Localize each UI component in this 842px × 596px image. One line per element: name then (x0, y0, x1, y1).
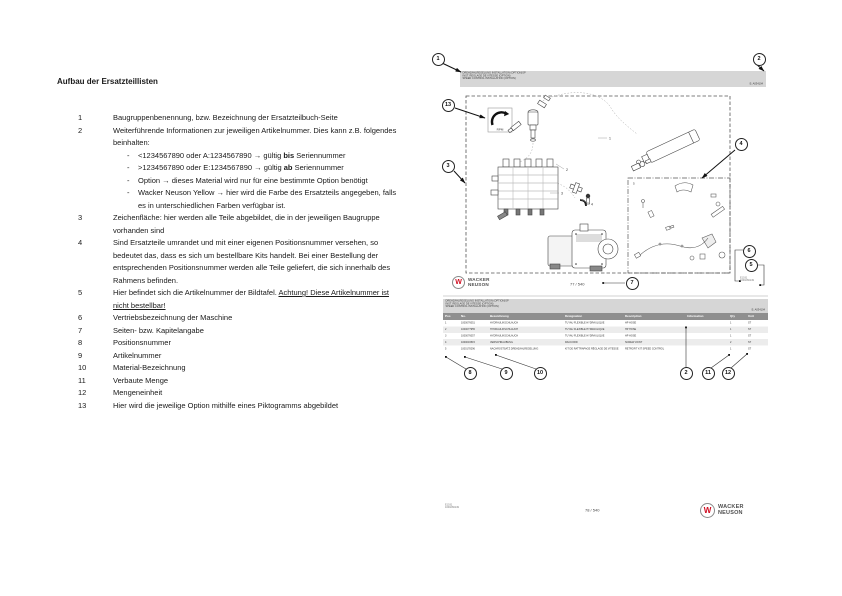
part-label-4: 4 (591, 202, 593, 207)
sheet1-code-block (740, 277, 780, 282)
callout-8: 8 (464, 367, 477, 380)
sub-text (138, 162, 398, 175)
brand-name-line2: NEUSON (718, 509, 743, 516)
sample-page-panel (430, 50, 775, 390)
sub-text-bold: bis (283, 150, 295, 160)
cell-qty: 1 (730, 347, 732, 351)
cell-pos: 3 (445, 334, 447, 338)
brand-name-line1: WACKER (718, 503, 744, 510)
sub-dash: - (127, 188, 130, 197)
callout-1: 1 (432, 53, 445, 66)
sheet-title-de: DREHZAHLREGELUNG INSTALLATION (OPTION)SP (462, 71, 526, 75)
item-number: 11 (78, 375, 86, 385)
brand-logo-icon: W (452, 276, 465, 289)
item-text-main: Hier befindet sich die Artikelnummer der Bildtafel. (113, 288, 279, 297)
cell-unit: ST (748, 321, 752, 325)
footer-code-line1: E1031 (445, 503, 453, 507)
item-number: 5 (78, 288, 83, 297)
sub-item (113, 175, 405, 188)
item-number: 1 (78, 113, 83, 122)
item-number: 2 (78, 125, 83, 135)
cell-unit: ST (748, 347, 752, 351)
item-text: Hier wird die jeweilige Option mithilfe eines Piktogramms abgebildet (113, 400, 339, 410)
callout-13: 13 (442, 99, 455, 112)
footer-brand-logo (700, 503, 744, 518)
brand-logo-text (468, 278, 490, 288)
item-number: 8 (78, 338, 83, 347)
cell-unit: ST (748, 334, 752, 338)
part-label-1: 1 (609, 136, 611, 141)
legend-item-1 (78, 112, 408, 125)
sheet-code: E: A034104 (751, 308, 765, 312)
part-number-labels (550, 138, 607, 203)
cell-bezeichnung: HYDRAULIKSCHLAUCH (490, 321, 519, 325)
rpm-label: RPM (496, 127, 504, 132)
cell-designation: RACCORD (563, 339, 623, 345)
col-qty: Qty (728, 313, 746, 320)
legend-item-11 (78, 375, 408, 388)
exploded-view-illustration (430, 50, 775, 390)
item-number: 9 (78, 350, 83, 360)
item-text (113, 287, 405, 312)
cell-description: RETROFIT KIT SPEED CONTROL (625, 347, 665, 351)
callout-9: 9 (500, 367, 513, 380)
cell-qty: 1 (728, 326, 746, 332)
sub-text (138, 150, 398, 163)
sub-dash: - (127, 163, 130, 172)
brand-logo-text (718, 505, 744, 516)
sub-text (138, 175, 398, 188)
legend-item-2 (78, 125, 408, 213)
sub-dash: - (127, 150, 130, 160)
cell-designation: TUYAU FLEXIBLE HYDRAULIQUE (565, 334, 605, 338)
cell-pos: 4 (443, 339, 459, 345)
sub-dash: - (127, 175, 130, 185)
cell-designation: TUYAU FLEXIBLE HYDRAULIQUE (565, 321, 605, 325)
item-text-warning: Achtung! Diese Artikelnummer ist nicht bestellbar! (113, 288, 389, 310)
legend-item-6 (78, 312, 408, 325)
item-text: Baugruppenbenennung, bzw. Bezeichnung der Ersatzteilbuch-Seite (113, 113, 338, 122)
kit-label: 5 (633, 181, 635, 186)
cell-description: HP HOSE (625, 321, 637, 325)
sheet-title-fr: INST. REGLAGE DE VITESSE (OPTION) (462, 74, 511, 78)
item-text: Sind Ersatzteile umrandet und mit einer eigenen Positionsnummer versehen, so bedeutet das, dass es sich um bestellbare Kits handelt. Bei einer Bestellung der entsprechenden Positionsnummer werden alle Teile geliefert, die sich innerhalb des Rahmens befinden. (113, 238, 391, 285)
callout-11: 11 (702, 367, 715, 380)
item-text: Zeichenfläche: hier werden alle Teile abgebildet, die in der jeweiligen Baugruppe vorhanden sind (113, 213, 380, 235)
callout-4: 4 (735, 138, 748, 151)
brand-name-line2: NEUSON (468, 281, 489, 287)
item-number: 13 (78, 400, 87, 410)
cell-qty: 1 (730, 321, 732, 325)
cell-designation: TUYAU FLEXIBLE HYDRAULIQUE (563, 326, 623, 332)
cell-pos: 1 (445, 321, 447, 325)
item-text: Vertriebsbezeichnung der Maschine (113, 313, 233, 322)
col-bezeichnung: Bezeichnung (488, 313, 563, 320)
valve-assembly (508, 95, 551, 141)
item-number: 10 (78, 363, 87, 372)
legend-item-7 (78, 325, 408, 338)
cell-description: HP HOSE (625, 334, 637, 338)
manifold-block (491, 159, 558, 220)
sub-item (113, 162, 405, 175)
legend-item-9 (78, 350, 408, 363)
cell-designation: KIT DE RATTRAPAGE RÉGLAGE DE VITESSE (565, 347, 619, 351)
footer-code-block (445, 504, 485, 509)
sheet1-brand-logo (452, 276, 490, 289)
legend-item-10 (78, 362, 408, 375)
legend-item-3 (78, 212, 408, 237)
sub-item (113, 187, 405, 212)
cell-no: 1000076057 (461, 334, 475, 338)
callout-2: 2 (753, 53, 766, 66)
sub-text-bold: ab (283, 163, 293, 172)
cell-description: HP HOSE (623, 326, 685, 332)
rpm-pictogram (488, 108, 512, 132)
cell-no: 1000016515 (459, 339, 488, 345)
sheet-title-en: SPEED CONTROL INSTALLATION (OPTION) (445, 305, 499, 309)
cell-unit: ST (746, 326, 768, 332)
callout-6: 6 (743, 245, 756, 258)
col-information: Information (685, 313, 728, 320)
legend-item-8 (78, 337, 408, 350)
col-unit: Unit (746, 313, 768, 320)
sub-text-pre: Wacker Neuson Yellow → hier wird die Farbe des Ersatzteils angegeben, falls es in unterschiedlichen Farben verfügbar ist. (138, 188, 397, 210)
item-text (113, 125, 405, 213)
cell-no: 1000178296 (461, 347, 475, 351)
sub-item (113, 150, 405, 163)
page-title: Aufbau der Ersatzteillisten (57, 77, 158, 86)
cell-bezeichnung: HYDRAULIKSCHLAUCH (490, 334, 519, 338)
sheet-title-fr: INST. REGLAGE DE VITESSE (OPTION) (445, 302, 494, 306)
cell-qty: 1 (730, 334, 732, 338)
part-label-3: 3 (561, 191, 563, 196)
cell-bezeichnung: VERSCHRAUBUNG (488, 339, 563, 345)
item-text: Artikelnummer (113, 350, 162, 360)
legend-item-12 (78, 387, 408, 400)
item-number: 4 (78, 238, 83, 247)
cell-no: 1000077955 (459, 326, 488, 332)
callout-12: 12 (722, 367, 735, 380)
cell-description: SCREW JOINT (623, 339, 685, 345)
kit-frame (628, 178, 730, 273)
part-label-2: 2 (566, 168, 568, 172)
cell-pos: 2 (443, 326, 459, 332)
col-designation: Désignation (563, 313, 623, 320)
item-text: Seiten- bzw. Kapitelangabe (113, 325, 204, 335)
item-text: Mengeneinheit (113, 388, 163, 397)
item-text: Verbaute Menge (113, 375, 169, 385)
sub-text (138, 187, 398, 212)
item-number: 12 (78, 388, 87, 397)
pump (548, 224, 618, 271)
sub-text-pre: Option → dieses Material wird nur für eine bestimmte Option benötigt (138, 175, 368, 185)
callout-5: 5 (745, 259, 758, 272)
legend-item-4 (78, 237, 408, 287)
callout-leaders (446, 250, 764, 369)
sheet-code: E: A034104 (749, 82, 763, 86)
sheet-title-de: DREHZAHLREGELUNG INSTALLATION (OPTION)SP (445, 299, 509, 303)
col-pos: Pos (443, 313, 459, 320)
cell-bezeichnung: NACHRÜSTSATZ DREHZAHLREGELUNG (490, 347, 539, 351)
sub-text-pre: <1234567890 oder A:1234567890 → gültig (138, 150, 284, 160)
callout-2b: 2 (680, 367, 693, 380)
item-text-main: Weiterführende Informationen zur jeweiligen Artikelnummer. Dies kann z.B. folgendes beinhalten: (113, 125, 397, 147)
cell-qty: 2 (728, 339, 746, 345)
item-text: Positionsnummer (113, 338, 171, 347)
col-description: Description (623, 313, 685, 320)
footer-page-number: 78 / 540 (585, 508, 600, 513)
callout-10: 10 (534, 367, 547, 380)
item-text: Material-Bezeichnung (113, 363, 186, 372)
sub-text-post: Seriennummer (292, 163, 344, 172)
legend-list (78, 112, 408, 412)
sheet1-page-number: 77 / 540 (570, 282, 585, 287)
callout-7: 7 (626, 277, 639, 290)
sheet-code-line1: E1031 (740, 276, 748, 280)
sub-text-pre: >1234567890 oder E:1234567890 → gültig (138, 163, 284, 172)
sheet-title-en: SPEED CONTROL INSTALLATION (OPTION) (462, 77, 516, 81)
item-number: 6 (78, 313, 83, 322)
brand-logo-icon: W (700, 503, 715, 518)
sheet-code-line2: 1000266149 (740, 279, 754, 283)
legend-item-13 (78, 400, 408, 413)
footer-code-line2: 1000266149 (445, 506, 459, 510)
cell-no: 1000076051 (461, 321, 475, 325)
item-number: 7 (78, 325, 83, 335)
legend-item-5 (78, 287, 408, 312)
sub-text-post: Seriennummer (294, 150, 346, 160)
brand-name-line1: WACKER (468, 276, 490, 282)
cell-pos: 5 (445, 347, 447, 351)
cell-unit: ST (746, 339, 768, 345)
callout-3: 3 (442, 160, 455, 173)
col-no: No. (459, 313, 488, 320)
item-number: 3 (78, 213, 83, 222)
cell-bezeichnung: HYDRAULIKSCHLAUCH (488, 326, 563, 332)
